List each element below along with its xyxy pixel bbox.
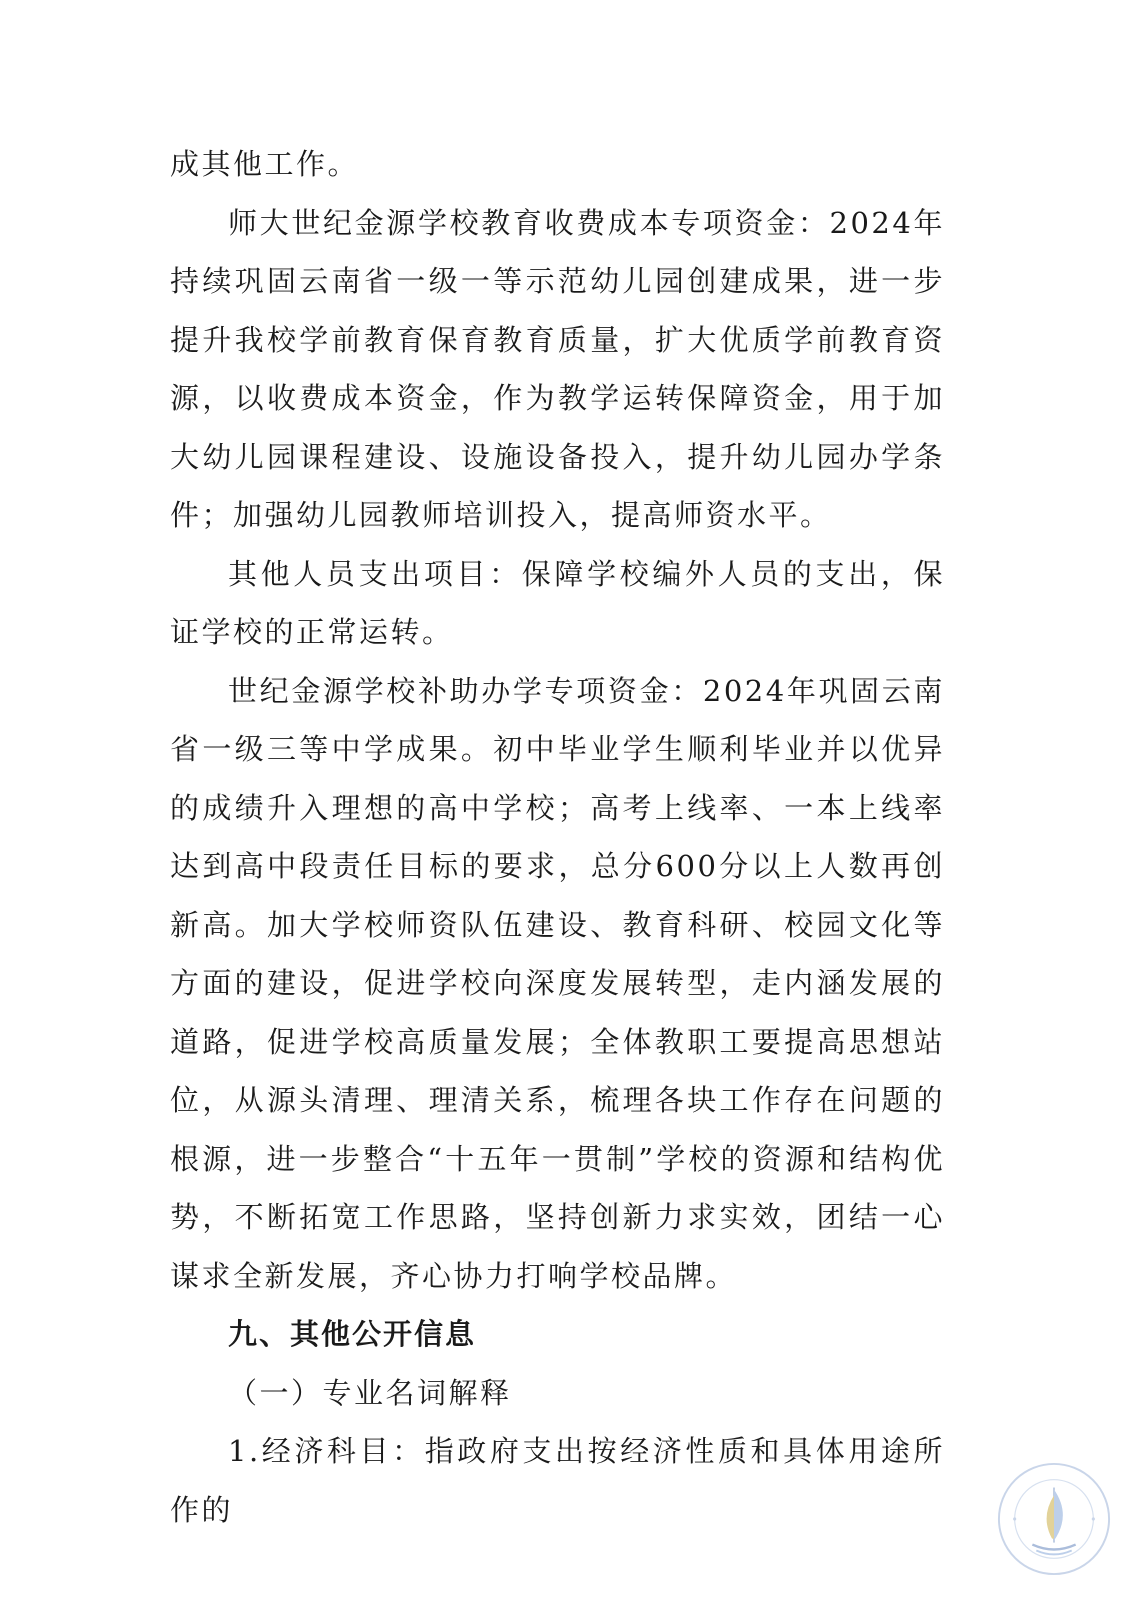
subsection-heading: （一）专业名词解释 (228, 1375, 512, 1410)
paragraph-other-personnel: 其他人员支出项目：保障学校编外人员的支出，保证学校的正常运转。 (170, 556, 945, 649)
paragraph-continuation: 成其他工作。 (170, 147, 360, 181)
paragraph-school-subsidy-fund: 世纪金源学校补助办学专项资金：2024年巩固云南省一级三等中学成果。初中毕业学生顺利毕业并以优异的成绩升入理想的高中学校；高考上线率、一本上线率达到高中段责任目标的要求，总分600分以上人数再创新高。加大学校师资队伍建设、教育科研、校园文化等方面的建设，促进学校向深度发展转型，走内涵发展的道路，促进学校高质量发展；全体教职工要提高思想站位，从源头清理、理清关系，梳理各块工作存在问题的根源，进一步整合“十五年一贯制”学校的资源和结构优势，不断拓宽工作思路，坚持创新力求实效，团结一心谋求全新发展，齐心协力打响学校品牌。 (170, 673, 945, 1293)
paragraph-kindergarten-fund: 师大世纪金源学校教育收费成本专项资金：2024年持续巩固云南省一级一等示范幼儿园创建成果，进一步提升我校学前教育保育教育质量，扩大优质学前教育资源，以收费成本资金，作为教学运转保障资金，用于加大幼儿园课程建设、设施设备投入，提升幼儿园办学条件；加强幼儿园教师培训投入，提高师资水平。 (170, 205, 945, 532)
document-body (170, 135, 945, 1539)
section-heading: 九、其他公开信息 (228, 1317, 477, 1351)
school-seal-icon (995, 1460, 1113, 1578)
paragraph-economic-category: 1.经济科目：指政府支出按经济性质和具体用途所作的 (170, 1434, 945, 1527)
